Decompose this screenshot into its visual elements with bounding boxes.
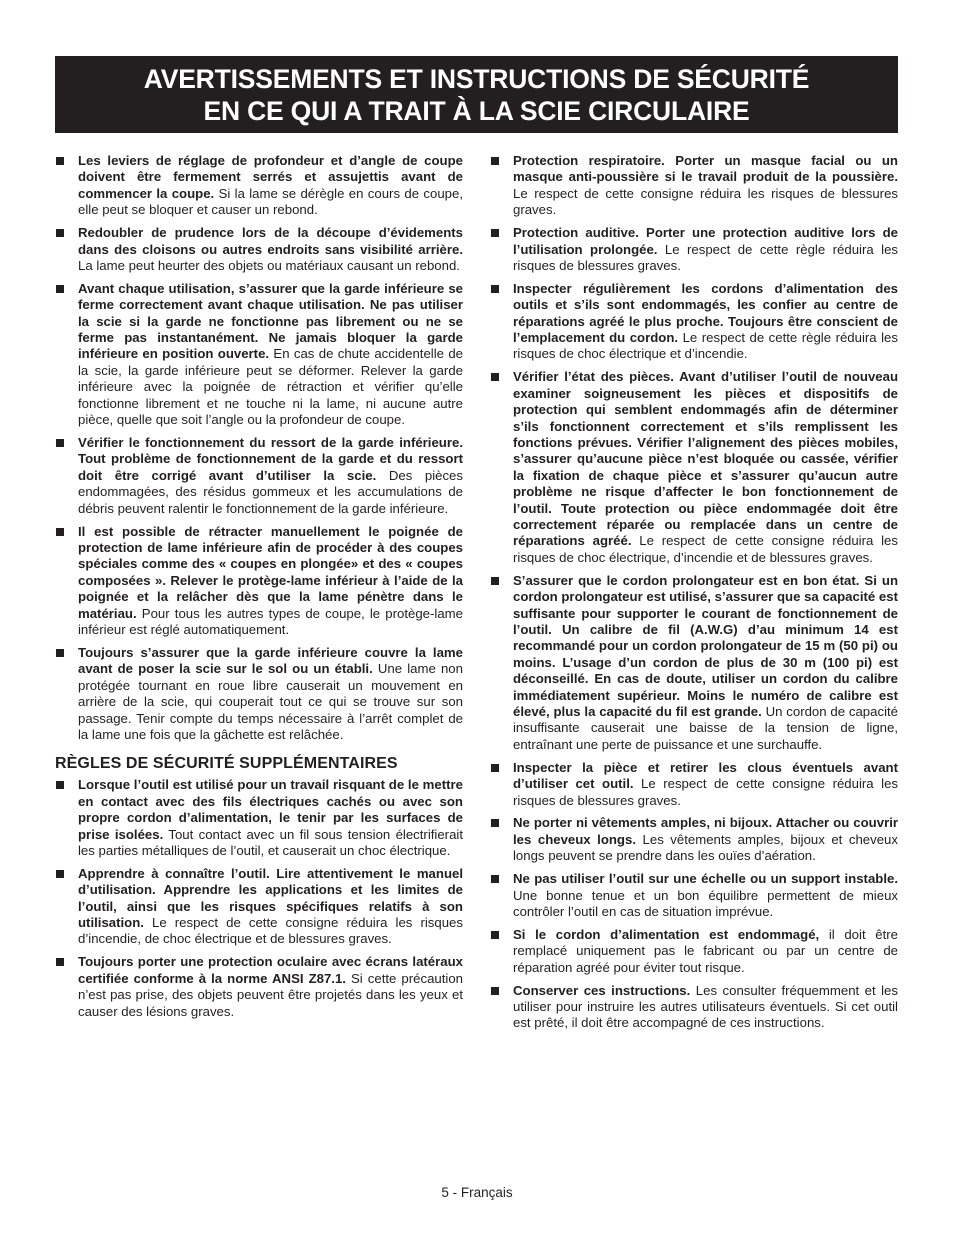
item-bold-text: Protection respiratoire. Porter un masque facial ou un masque anti-poussière si le travail produit de la poussière. [513,153,898,185]
list-item [55,435,463,517]
list-item [490,153,898,219]
item-text: Un cordon de capacité insuffisante causerait une baisse de la tension de ligne, entraînant une perte de puissance et une surchauffe. [513,704,899,752]
list-item [55,954,463,1020]
item-bold-text: Avant chaque utilisation, s’assurer que la garde inférieure se ferme correctement avant chaque utilisation. Ne pas utiliser la scie si la garde ne fonctionne pas librement ou ne se ferme pas instantanément. Ne jamais bloquer la garde inférieure en position ouverte. [78,280,463,362]
list-item [490,815,898,864]
item-bold-text: Si le cordon d’alimentation est endommagé, [513,926,820,942]
item-bold-text: Conserver ces instructions. [513,982,691,998]
item-text: Le respect de cette règle réduira les risques de blessures graves. [513,241,899,273]
square-bullet-icon [491,373,499,381]
list-item [490,927,898,976]
item-bold-text: Toujours porter une protection oculaire avec écrans latéraux certifiée conforme à la norme ANSI Z87.1. [78,954,463,986]
list-item [55,153,463,219]
square-bullet-icon [56,781,64,789]
item-bold-text: Inspecter la pièce et retirer les clous éventuels avant d’utiliser cet outil. [513,759,898,792]
item-bold-text: Il est possible de rétracter manuellement le poignée de protection de lame inférieure afin de procéder à des coupes spéciales comme des « coupes en plongée» et des « coupes composées ». Relever le protège-lame inférieur à l’aide de la poignée et la relâcher dès que la lame pénètre dans le matériau. [78,523,463,621]
square-bullet-icon [56,157,64,165]
list-item [490,573,898,753]
square-bullet-icon [491,987,499,995]
item-text: Une bonne tenue et un bon équilibre permettent de mieux contrôler l’outil en cas de situation imprévue. [513,887,898,919]
item-text: Si cette précaution n’est pas prise, des objets peuvent être projetés dans les yeux et causer des lésions graves. [78,970,463,1019]
item-text: Le respect de cette consigne réduira les risques de blessures graves. [513,776,898,808]
section-heading: RÈGLES DE SÉCURITÉ SUPPLÉMENTAIRES [55,755,398,773]
title-line-1: AVERTISSEMENTS ET INSTRUCTIONS DE SÉCURITÉ [143,63,810,94]
square-bullet-icon [491,577,499,585]
item-bold-text: Ne porter ni vêtements amples, ni bijoux. Attacher ou couvrir les cheveux longs. [513,815,898,847]
title-banner [55,56,898,133]
right-column [490,153,898,1038]
item-bold-text: Toujours s’assurer que la garde inférieure couvre la lame avant de poser la scie sur le sol ou un établi. [78,644,463,677]
item-bold-text: S’assurer que le cordon prolongateur est en bon état. Si un cordon prolongateur est utilisé, s’assurer que sa capacité est suffisante pour supporter le courant de fonctionnement de l’outil. Un calibre de fil (A.W.G) d’au minimum 14 est recommandé pour un cordon prolongateur de 15 m (50 pi) ou moins. L’usage d’un cordon de plus de 30 m (100 pi) est déconseillé. En cas de doute, utiliser un cordon du calibre immédiatement supérieur. Moins le numéro de calibre est élevé, plus la capacité du fil est grande. [513,572,898,719]
item-text: Tout contact avec un fil sous tension électrifierait les parties métalliques de l’outil, et causerait un choc électrique. [78,826,463,858]
list-item [490,760,898,809]
square-bullet-icon [56,229,64,237]
list-item [490,369,898,566]
item-bold-text: Ne pas utiliser l’outil sur une échelle ou un support instable. [513,871,898,887]
page-footer: 5 - Français [441,1185,513,1200]
list-item [490,225,898,274]
square-bullet-icon [491,764,499,772]
square-bullet-icon [56,649,64,657]
item-bold-text: Vérifier l’état des pièces. Avant d’utiliser l’outil de nouveau examiner soigneusement les pièces et dispositifs de protection qui semblent endommagés afin de déterminer s’ils fonctionnent correctement et s’ils remplissent les fonctions prévues. Vérifier l’alignement des pièces mobiles, s’assurer qu’aucune pièce n’est bloquée ou cassée, vérifier la fixation de chaque pièce et s’assurer qu’aucun autre problème ne risque d’affecter le bon fonctionnement de l’outil. Toute protection ou pièce endommagée doit être correctement réparée ou remplacée dans un centre de réparations agréé. [513,369,898,549]
square-bullet-icon [56,958,64,966]
title-line-2: EN CE QUI A TRAIT À LA SCIE CIRCULAIRE [203,95,750,126]
list-item [55,281,463,429]
list-item [490,983,898,1032]
list-item [55,225,463,274]
item-text: Les vêtements amples, bijoux et cheveux longs peuvent se prendre dans les ouïes d’aération. [513,831,898,864]
square-bullet-icon [491,875,499,883]
item-bold-text: Les leviers de réglage de profondeur et d’angle de coupe doivent être fermement serrés et assujettis avant de commencer la coupe. [78,153,463,201]
item-bold-text: Inspecter régulièrement les cordons d’alimentation des outils et s’ils sont endommagés, les confier au centre de réparations agréé le plus proche. Toujours être conscient de l’emplacement du cordon. [513,280,898,346]
list-item [55,866,463,948]
item-text: Le respect de cette règle réduira les risques de choc électrique et d’incendie. [513,330,898,362]
left-column [55,153,463,1027]
item-bold-text: Apprendre à connaître l’outil. Lire attentivement le manuel d’utilisation. Apprendre les applications et les limites de l’outil, ainsi que les risques spécifiques relatifs à son utilisation. [78,865,463,931]
list-item [490,871,898,920]
list-item [55,645,463,743]
item-bold-text: Vérifier le fonctionnement du ressort de la garde inférieure. Tout problème de fonctionnement de la garde et du ressort doit être corrigé avant d’utiliser la scie. [78,435,463,483]
item-text: Le respect de cette consigne réduira les risques de blessures graves. [513,185,898,218]
list-item [490,281,898,363]
square-bullet-icon [56,528,64,536]
square-bullet-icon [56,285,64,293]
item-text: Le respect de cette consigne réduira les risques de choc électrique, d’incendie et de blessures graves. [513,533,898,565]
square-bullet-icon [491,229,499,237]
item-bold-text: Redoubler de prudence lors de la découpe d’évidements dans des cloisons ou autres endroits sans visibilité arrière. [78,225,463,257]
square-bullet-icon [491,819,499,827]
item-text: Si la lame se dérègle en cours de coupe, elle peut se bloquer et causer un rebond. [78,185,463,218]
item-text: Les consulter fréquemment et les utiliser pour instruire les autres utilisateurs éventuels. Si cet outil est prêté, il doit être accompagné de ces instructions. [513,982,898,1031]
square-bullet-icon [56,870,64,878]
list-item [55,524,463,639]
item-text: Pour tous les autres types de coupe, le protège-lame inférieur est réglé automatiquement. [78,605,463,637]
item-text: Des pièces endommagées, des résidus gommeux et les accumulations de débris peuvent ralentir le fonctionnement de la garde inférieure. [78,467,463,516]
item-text: Une lame non protégée tournant en roue libre causerait un mouvement en arrière de la scie, qui couperait tout ce qui se trouve sur son passage. Tenir compte du temps nécessaire à l’arrêt complet de la lame une fois que la gâchette est relâchée. [78,661,463,742]
square-bullet-icon [491,157,499,165]
item-text: il doit être remplacé uniquement pas le fabricant ou par un centre de réparation agréé pour éviter tout risque. [513,926,898,975]
item-bold-text: Protection auditive. Porter une protection auditive lors de l’utilisation prolongée. [513,225,898,257]
square-bullet-icon [491,285,499,293]
list-item [55,777,463,859]
square-bullet-icon [491,931,499,939]
item-bold-text: Lorsque l’outil est utilisé pour un travail risquant de le mettre en contact avec des fils électriques cachés ou avec son propre cordon d’alimentation, le tenir par les surfaces de prise isolées. [78,777,463,842]
item-text: La lame peut heurter des objets ou matériaux causant un rebond. [78,257,460,273]
item-text: Le respect de cette consigne réduira les risques d’incendie, de choc électrique et de blessures graves. [78,915,463,947]
square-bullet-icon [56,439,64,447]
item-text: En cas de chute accidentelle de la scie, la garde inférieure peut se déformer. Relever la garde inférieure avec la poignée de rétraction et vérifier qu’elle fonctionne librement et ne touche ni la lame, ni aucune autre pièce, quelle que soit l’angle ou la profondeur de coupe. [78,346,463,428]
